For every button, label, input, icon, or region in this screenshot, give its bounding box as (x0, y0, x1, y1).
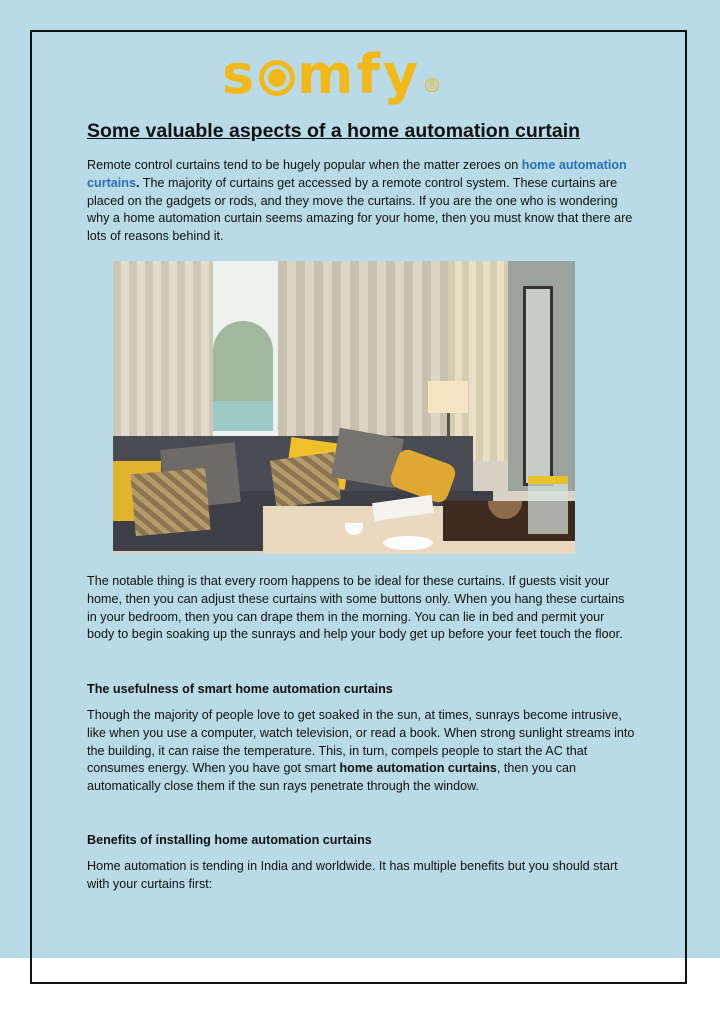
intro-text-1: Remote control curtains tend to be hugely popular when the matter zeroes on (87, 158, 522, 172)
article-title: Some valuable aspects of a home automation curtain (87, 120, 581, 142)
logo-letter-m: m (297, 43, 357, 106)
flower-vase (528, 476, 568, 534)
saucer-cup (383, 536, 433, 550)
registered-mark: ® (426, 78, 439, 92)
floor-lamp-shade (428, 381, 468, 413)
living-room-photo (113, 261, 575, 554)
home-automation-curtains-link[interactable]: home automation curtains (87, 158, 627, 190)
usefulness-text-1: Though the majority of people love to get soaked in the sun, at times, sunrays become intrusive, like when you use a computer, watch television, or read a book. When strong sunlight streams into the building, it can raise the temperature. This, in turn, compels people to start the AC that consumes energy. When you have got smart (87, 708, 635, 776)
usefulness-bold: home automation curtains (339, 761, 497, 776)
heading-usefulness: The usefulness of smart home automation curtains (87, 682, 393, 696)
curtain-right (448, 261, 508, 461)
intro-text-2: The majority of curtains get accessed by a remote control system. These curtains are placed on the gadgets or rods, and they move the curtains. If you are the one who is wondering why a home automation curtain seems amazing for your home, then you must know that there are lots of reasons behind it. (87, 175, 633, 244)
paragraph-rooms: The notable thing is that every room happens to be ideal for these curtains. If guests visit your home, then you can adjust these curtains with some buttons only. When you hang these curtains in your bedroom, then you can drape them in the morning. You can lie in bed and permit your body to begin soaking up the sunrays and help your body get up before your feet touch the floor. (87, 574, 625, 642)
window-greenery (213, 321, 273, 411)
somfy-logo (222, 42, 472, 106)
window-pool (213, 401, 273, 431)
logo-letter-f: f (356, 43, 383, 106)
door-frame (523, 286, 553, 486)
intro-paragraph (87, 157, 635, 246)
paragraph-usefulness (87, 707, 635, 796)
logo-letter-o (259, 60, 295, 96)
usefulness-text-2: , then you can automatically close them if the sun rays penetrate through the window. (87, 761, 577, 794)
intro-period: . (136, 175, 140, 190)
heading-benefits: Benefits of installing home automation curtains (87, 833, 372, 847)
logo-letter-s: s (222, 43, 258, 106)
curtain-left (113, 261, 213, 461)
cushion-patterned-2 (270, 452, 341, 509)
logo-letter-y: y (382, 43, 422, 106)
paragraph-benefits: Home automation is tending in India and worldwide. It has multiple benefits but you should start with your curtains first: (87, 859, 618, 891)
cushion-patterned-1 (130, 468, 210, 536)
